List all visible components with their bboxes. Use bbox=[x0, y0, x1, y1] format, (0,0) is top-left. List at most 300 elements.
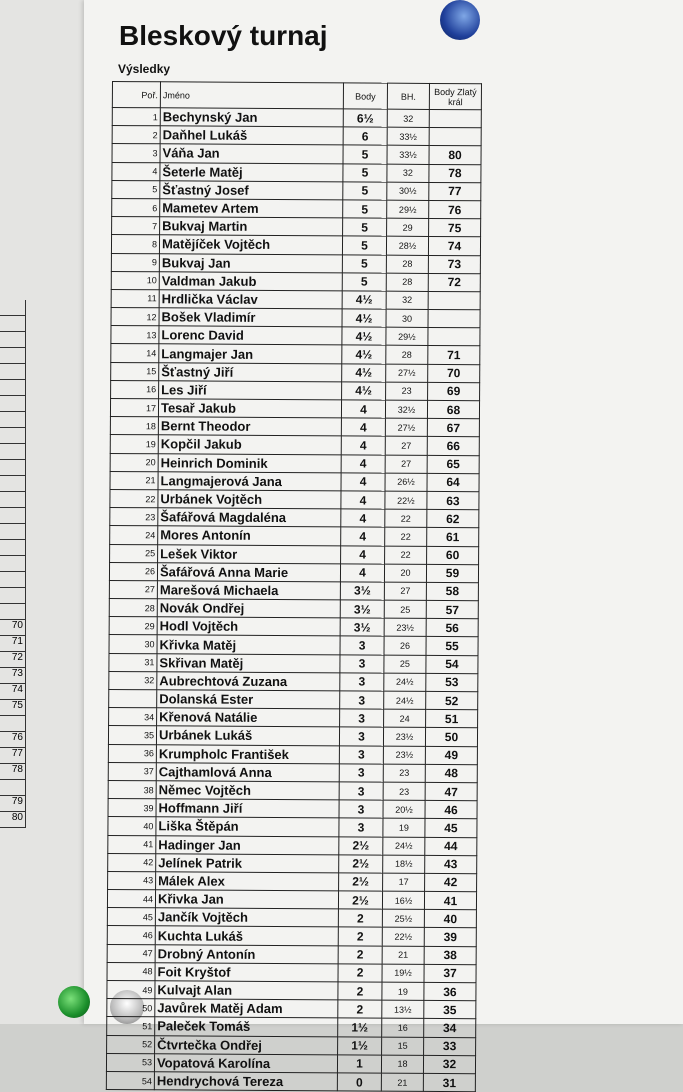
table-row bbox=[110, 471, 479, 491]
bh-cell: 19 bbox=[383, 818, 425, 836]
points-cell: 3 bbox=[340, 655, 384, 673]
partial-table-cell: 74 bbox=[0, 684, 26, 700]
bh-cell: 28 bbox=[386, 255, 428, 273]
background-sheet bbox=[0, 0, 90, 1024]
partial-table-cell: 73 bbox=[0, 668, 26, 684]
rank-cell: 40 bbox=[108, 817, 156, 835]
golden-king-cell: 48 bbox=[425, 764, 477, 783]
table-row bbox=[107, 890, 476, 910]
table-row bbox=[107, 962, 476, 982]
partial-table-cell bbox=[0, 300, 26, 316]
rank-cell: 23 bbox=[110, 508, 158, 526]
bh-cell: 25 bbox=[384, 655, 426, 673]
rank-cell: 24 bbox=[110, 526, 158, 544]
rank-cell: 6 bbox=[112, 198, 160, 216]
name-cell: Bukvaj Jan bbox=[159, 253, 342, 272]
table-row bbox=[111, 308, 480, 328]
table-row bbox=[109, 689, 478, 709]
golden-king-cell: 52 bbox=[426, 691, 478, 710]
points-cell: 4½ bbox=[342, 364, 386, 382]
points-cell: 5 bbox=[343, 218, 387, 236]
partial-table-cell: 78 bbox=[0, 764, 26, 780]
name-cell: Hadinger Jan bbox=[156, 835, 339, 854]
name-cell: Cajthamlová Anna bbox=[156, 763, 339, 782]
points-cell: 4½ bbox=[342, 309, 386, 327]
results-table bbox=[106, 81, 482, 1092]
bh-cell: 29½ bbox=[387, 200, 429, 218]
golden-king-cell: 55 bbox=[426, 637, 478, 656]
golden-king-cell: 41 bbox=[424, 891, 476, 910]
table-row bbox=[108, 853, 477, 873]
rank-cell: 47 bbox=[107, 944, 155, 962]
rank-cell: 25 bbox=[110, 544, 158, 562]
name-cell: Šafářová Anna Marie bbox=[157, 562, 340, 581]
bh-cell: 22½ bbox=[385, 491, 427, 509]
points-cell: 1 bbox=[337, 1055, 381, 1073]
golden-king-cell: 63 bbox=[427, 491, 479, 510]
name-cell: Urbánek Lukáš bbox=[156, 726, 339, 745]
bh-cell: 27 bbox=[384, 582, 426, 600]
points-cell: 2½ bbox=[339, 873, 383, 891]
table-row bbox=[109, 653, 478, 673]
rank-cell: 15 bbox=[111, 362, 159, 380]
golden-king-cell bbox=[428, 291, 480, 310]
bh-cell: 33½ bbox=[387, 146, 429, 164]
rank-cell: 4 bbox=[112, 162, 160, 180]
rank-cell: 42 bbox=[108, 853, 156, 871]
points-cell: 3 bbox=[339, 745, 383, 763]
name-cell: Langmajerová Jana bbox=[158, 472, 341, 491]
bh-cell: 19½ bbox=[382, 964, 424, 982]
name-cell: Bernt Theodor bbox=[158, 417, 341, 436]
table-row bbox=[108, 835, 477, 855]
partial-table-cell bbox=[0, 396, 26, 412]
bh-cell: 17 bbox=[383, 873, 425, 891]
name-cell: Bechynský Jan bbox=[160, 108, 343, 127]
rank-cell: 7 bbox=[112, 217, 160, 235]
golden-king-cell: 80 bbox=[429, 146, 481, 165]
points-cell: 3 bbox=[340, 636, 384, 654]
golden-king-cell: 34 bbox=[424, 1019, 476, 1038]
rank-cell: 18 bbox=[110, 417, 158, 435]
rank-cell: 36 bbox=[108, 744, 156, 762]
rank-cell: 5 bbox=[112, 180, 160, 198]
name-cell: Kuchta Lukáš bbox=[155, 926, 338, 945]
bh-cell: 24½ bbox=[384, 673, 426, 691]
bh-cell: 32 bbox=[386, 291, 428, 309]
points-cell: 1½ bbox=[338, 1018, 382, 1036]
name-cell: Foit Kryštof bbox=[155, 963, 338, 982]
table-row bbox=[111, 326, 480, 346]
rank-cell: 28 bbox=[109, 599, 157, 617]
name-cell: Lorenc David bbox=[159, 326, 342, 345]
name-cell: Čtvrtečka Ondřej bbox=[155, 1035, 338, 1054]
table-header-row bbox=[112, 82, 481, 110]
rank-cell: 34 bbox=[109, 708, 157, 726]
table-row bbox=[110, 435, 479, 455]
name-cell: Šťastný Jiří bbox=[159, 362, 342, 381]
table-row bbox=[109, 599, 478, 619]
table-row bbox=[110, 544, 479, 564]
name-cell: Hendrychová Tereza bbox=[154, 1072, 337, 1091]
rank-cell: 8 bbox=[111, 235, 159, 253]
points-cell: 4½ bbox=[342, 327, 386, 345]
partial-table-cell bbox=[0, 492, 26, 508]
name-cell: Jelínek Patrik bbox=[156, 853, 339, 872]
golden-king-cell bbox=[429, 109, 481, 128]
golden-king-cell: 35 bbox=[424, 1001, 476, 1020]
table-row bbox=[108, 799, 477, 819]
header-name: Jméno bbox=[160, 82, 343, 109]
rank-cell: 19 bbox=[110, 435, 158, 453]
bh-cell: 19 bbox=[382, 982, 424, 1000]
points-cell: 4 bbox=[341, 473, 385, 491]
bh-cell: 15 bbox=[382, 1037, 424, 1055]
golden-king-cell: 49 bbox=[425, 746, 477, 765]
rank-cell: 41 bbox=[108, 835, 156, 853]
bh-cell: 22½ bbox=[382, 928, 424, 946]
points-cell: 4 bbox=[341, 400, 385, 418]
table-row bbox=[110, 526, 479, 546]
partial-table bbox=[0, 300, 26, 828]
table-row bbox=[109, 562, 478, 582]
points-cell: 4½ bbox=[342, 345, 386, 363]
points-cell: 2 bbox=[338, 1000, 382, 1018]
table-row bbox=[109, 580, 478, 600]
table-row bbox=[111, 289, 480, 309]
partial-table-cell bbox=[0, 572, 26, 588]
table-row bbox=[107, 999, 476, 1019]
rank-cell: 12 bbox=[111, 308, 159, 326]
name-cell: Drobný Antonín bbox=[155, 944, 338, 963]
name-cell: Kulvajt Alan bbox=[155, 981, 338, 1000]
partial-table-cell bbox=[0, 316, 26, 332]
golden-king-cell: 59 bbox=[426, 564, 478, 583]
rank-cell: 54 bbox=[106, 1071, 154, 1089]
golden-king-cell: 65 bbox=[427, 455, 479, 474]
table-row bbox=[110, 489, 479, 509]
points-cell: 4½ bbox=[342, 291, 386, 309]
bh-cell: 16 bbox=[382, 1019, 424, 1037]
partial-table-cell: 76 bbox=[0, 732, 26, 748]
bh-cell: 23 bbox=[383, 782, 425, 800]
golden-king-cell: 47 bbox=[425, 782, 477, 801]
golden-king-cell: 66 bbox=[427, 437, 479, 456]
rank-cell bbox=[109, 689, 157, 707]
points-cell: 2 bbox=[338, 982, 382, 1000]
bh-cell: 27½ bbox=[386, 364, 428, 382]
golden-king-cell bbox=[428, 328, 480, 347]
rank-cell: 27 bbox=[109, 580, 157, 598]
golden-king-cell: 69 bbox=[428, 382, 480, 401]
golden-king-cell: 71 bbox=[428, 346, 480, 365]
golden-king-cell: 70 bbox=[428, 364, 480, 383]
points-cell: 4 bbox=[341, 545, 385, 563]
rank-cell: 29 bbox=[109, 617, 157, 635]
name-cell: Javůrek Matěj Adam bbox=[155, 999, 338, 1018]
table-row bbox=[109, 708, 478, 728]
golden-king-cell: 50 bbox=[425, 728, 477, 747]
name-cell: Langmajer Jan bbox=[159, 344, 342, 363]
bh-cell: 27 bbox=[385, 455, 427, 473]
points-cell: 3 bbox=[339, 764, 383, 782]
green-pushpin-icon bbox=[58, 986, 90, 1018]
table-row bbox=[108, 726, 477, 746]
bh-cell: 29 bbox=[387, 218, 429, 236]
points-cell: 3 bbox=[340, 673, 384, 691]
table-row bbox=[111, 362, 480, 382]
header-rank: Poř. bbox=[112, 82, 160, 108]
blue-pushpin-icon bbox=[440, 0, 480, 40]
name-cell: Křivka Matěj bbox=[157, 635, 340, 654]
bh-cell: 24½ bbox=[383, 837, 425, 855]
rank-cell: 10 bbox=[111, 271, 159, 289]
golden-king-cell: 64 bbox=[427, 473, 479, 492]
name-cell: Málek Alex bbox=[156, 872, 339, 891]
points-cell: 3 bbox=[339, 727, 383, 745]
partial-table-cell bbox=[0, 348, 26, 364]
table-row bbox=[111, 271, 480, 291]
golden-king-cell bbox=[428, 309, 480, 328]
table-row bbox=[108, 762, 477, 782]
rank-cell: 17 bbox=[110, 398, 158, 416]
header-kral: Body Zlatý král bbox=[429, 83, 481, 109]
points-cell: 5 bbox=[343, 182, 387, 200]
table-row bbox=[110, 398, 479, 418]
partial-table-cell bbox=[0, 476, 26, 492]
table-row bbox=[108, 744, 477, 764]
points-cell: 4 bbox=[340, 564, 384, 582]
golden-king-cell: 68 bbox=[427, 400, 479, 419]
header-body: Body bbox=[343, 83, 387, 109]
rank-cell: 14 bbox=[111, 344, 159, 362]
partial-table-cell: 77 bbox=[0, 748, 26, 764]
bh-cell: 23½ bbox=[384, 618, 426, 636]
golden-king-cell: 46 bbox=[425, 801, 477, 820]
points-cell: 2½ bbox=[338, 891, 382, 909]
name-cell: Krumpholc František bbox=[156, 744, 339, 763]
golden-king-cell bbox=[429, 128, 481, 147]
golden-king-cell: 67 bbox=[427, 419, 479, 438]
table-row bbox=[107, 980, 476, 1000]
partial-table-cell: 75 bbox=[0, 700, 26, 716]
golden-king-cell: 75 bbox=[429, 219, 481, 238]
points-cell: 2½ bbox=[339, 836, 383, 854]
points-cell: 3 bbox=[340, 691, 384, 709]
partial-table-cell bbox=[0, 460, 26, 476]
golden-king-cell: 37 bbox=[424, 964, 476, 983]
bh-cell: 21 bbox=[381, 1073, 423, 1091]
points-cell: 5 bbox=[343, 200, 387, 218]
rank-cell: 30 bbox=[109, 635, 157, 653]
rank-cell: 50 bbox=[107, 999, 155, 1017]
golden-king-cell: 53 bbox=[426, 673, 478, 692]
bh-cell: 23½ bbox=[383, 746, 425, 764]
rank-cell: 3 bbox=[112, 144, 160, 162]
golden-king-cell: 61 bbox=[427, 528, 479, 547]
partial-table-cell: 71 bbox=[0, 636, 26, 652]
table-row bbox=[106, 1071, 475, 1091]
rank-cell: 43 bbox=[108, 871, 156, 889]
name-cell: Mametev Artem bbox=[160, 199, 343, 218]
bh-cell: 29½ bbox=[386, 327, 428, 345]
table-row bbox=[112, 217, 481, 237]
name-cell: Šafářová Magdaléna bbox=[158, 508, 341, 527]
rank-cell: 39 bbox=[108, 799, 156, 817]
table-row bbox=[108, 780, 477, 800]
rank-cell: 38 bbox=[108, 780, 156, 798]
name-cell: Jančík Vojtěch bbox=[155, 908, 338, 927]
points-cell: 3½ bbox=[340, 582, 384, 600]
name-cell: Křivka Jan bbox=[155, 890, 338, 909]
partial-table-cell bbox=[0, 428, 26, 444]
name-cell: Paleček Tomáš bbox=[155, 1017, 338, 1036]
points-cell: 6½ bbox=[343, 109, 387, 127]
points-cell: 6 bbox=[343, 127, 387, 145]
golden-king-cell: 58 bbox=[426, 582, 478, 601]
points-cell: 3½ bbox=[340, 600, 384, 618]
table-row bbox=[109, 635, 478, 655]
rank-cell: 53 bbox=[106, 1053, 154, 1071]
name-cell: Kopčil Jakub bbox=[158, 435, 341, 454]
rank-cell: 48 bbox=[107, 962, 155, 980]
points-cell: 4½ bbox=[342, 382, 386, 400]
golden-king-cell: 56 bbox=[426, 619, 478, 638]
name-cell: Liška Štěpán bbox=[156, 817, 339, 836]
rank-cell: 22 bbox=[110, 489, 158, 507]
section-subtitle: Výsledky bbox=[118, 62, 171, 76]
golden-king-cell: 36 bbox=[424, 982, 476, 1001]
points-cell: 5 bbox=[343, 145, 387, 163]
table-row bbox=[109, 671, 478, 691]
rank-cell: 44 bbox=[107, 890, 155, 908]
golden-king-cell: 33 bbox=[424, 1037, 476, 1056]
points-cell: 2 bbox=[338, 946, 382, 964]
name-cell: Hoffmann Jiří bbox=[156, 799, 339, 818]
points-cell: 3 bbox=[339, 782, 383, 800]
name-cell: Urbánek Vojtěch bbox=[158, 490, 341, 509]
table-row bbox=[107, 944, 476, 964]
table-row bbox=[109, 617, 478, 637]
bh-cell: 32½ bbox=[385, 400, 427, 418]
bh-cell: 18½ bbox=[383, 855, 425, 873]
partial-table-cell: 72 bbox=[0, 652, 26, 668]
golden-king-cell: 38 bbox=[424, 946, 476, 965]
golden-king-cell: 57 bbox=[426, 600, 478, 619]
rank-cell: 37 bbox=[108, 762, 156, 780]
rank-cell: 49 bbox=[107, 980, 155, 998]
partial-table-cell bbox=[0, 524, 26, 540]
points-cell: 5 bbox=[342, 254, 386, 272]
bh-cell: 25½ bbox=[382, 909, 424, 927]
points-cell: 3 bbox=[339, 818, 383, 836]
name-cell: Dolanská Ester bbox=[157, 690, 340, 709]
name-cell: Bukvaj Martin bbox=[160, 217, 343, 236]
bh-cell: 23 bbox=[383, 764, 425, 782]
table-row bbox=[110, 417, 479, 437]
bh-cell: 27 bbox=[385, 437, 427, 455]
rank-cell: 35 bbox=[108, 726, 156, 744]
bh-cell: 25 bbox=[384, 600, 426, 618]
bh-cell: 27½ bbox=[385, 418, 427, 436]
table-row bbox=[112, 126, 481, 146]
points-cell: 2 bbox=[338, 909, 382, 927]
partial-table-cell bbox=[0, 604, 26, 620]
rank-cell: 21 bbox=[110, 471, 158, 489]
name-cell: Les Jiří bbox=[159, 381, 342, 400]
bh-cell: 22 bbox=[385, 527, 427, 545]
points-cell: 5 bbox=[342, 236, 386, 254]
partial-table-cell bbox=[0, 364, 26, 380]
golden-king-cell: 54 bbox=[426, 655, 478, 674]
points-cell: 2½ bbox=[339, 855, 383, 873]
partial-table-cell bbox=[0, 716, 26, 732]
table-row bbox=[107, 1035, 476, 1055]
table-row bbox=[108, 871, 477, 891]
bh-cell: 32 bbox=[387, 109, 429, 127]
rank-cell: 31 bbox=[109, 653, 157, 671]
name-cell: Novák Ondřej bbox=[157, 599, 340, 618]
rank-cell: 1 bbox=[112, 108, 160, 126]
partial-table-cell bbox=[0, 444, 26, 460]
bh-cell: 30½ bbox=[387, 182, 429, 200]
name-cell: Tesař Jakub bbox=[158, 399, 341, 418]
bh-cell: 28 bbox=[386, 273, 428, 291]
table-row bbox=[111, 235, 480, 255]
bh-cell: 18 bbox=[381, 1055, 423, 1073]
rank-cell: 2 bbox=[112, 126, 160, 144]
partial-table-cell bbox=[0, 412, 26, 428]
points-cell: 4 bbox=[341, 509, 385, 527]
bh-cell: 13½ bbox=[382, 1000, 424, 1018]
bh-cell: 21 bbox=[382, 946, 424, 964]
name-cell: Šeterle Matěj bbox=[160, 162, 343, 181]
partial-table-cell bbox=[0, 588, 26, 604]
name-cell: Němec Vojtěch bbox=[156, 781, 339, 800]
name-cell: Valdman Jakub bbox=[159, 271, 342, 290]
name-cell: Daňhel Lukáš bbox=[160, 126, 343, 145]
name-cell: Lešek Viktor bbox=[158, 544, 341, 563]
bh-cell: 23 bbox=[386, 382, 428, 400]
bh-cell: 33½ bbox=[387, 127, 429, 145]
name-cell: Matějíček Vojtěch bbox=[159, 235, 342, 254]
name-cell: Skřivan Matěj bbox=[157, 653, 340, 672]
partial-table-cell: 80 bbox=[0, 812, 26, 828]
table-row bbox=[106, 1053, 475, 1073]
bh-cell: 32 bbox=[387, 164, 429, 182]
rank-cell: 51 bbox=[107, 1017, 155, 1035]
header-bh: BH. bbox=[387, 83, 429, 109]
golden-king-cell: 77 bbox=[429, 182, 481, 201]
golden-king-cell: 62 bbox=[427, 510, 479, 529]
points-cell: 0 bbox=[337, 1073, 381, 1091]
partial-table-cell bbox=[0, 380, 26, 396]
bh-cell: 22 bbox=[385, 509, 427, 527]
bh-cell: 26½ bbox=[385, 473, 427, 491]
bh-cell: 20 bbox=[384, 564, 426, 582]
golden-king-cell: 60 bbox=[427, 546, 479, 565]
table-row bbox=[108, 817, 477, 837]
name-cell: Křenová Natálie bbox=[157, 708, 340, 727]
rank-cell: 32 bbox=[109, 671, 157, 689]
table-row bbox=[112, 198, 481, 218]
partial-table-cell bbox=[0, 540, 26, 556]
bh-cell: 22 bbox=[385, 546, 427, 564]
rank-cell: 52 bbox=[107, 1035, 155, 1053]
table-row bbox=[107, 908, 476, 928]
name-cell: Bošek Vladimír bbox=[159, 308, 342, 327]
points-cell: 3 bbox=[340, 709, 384, 727]
